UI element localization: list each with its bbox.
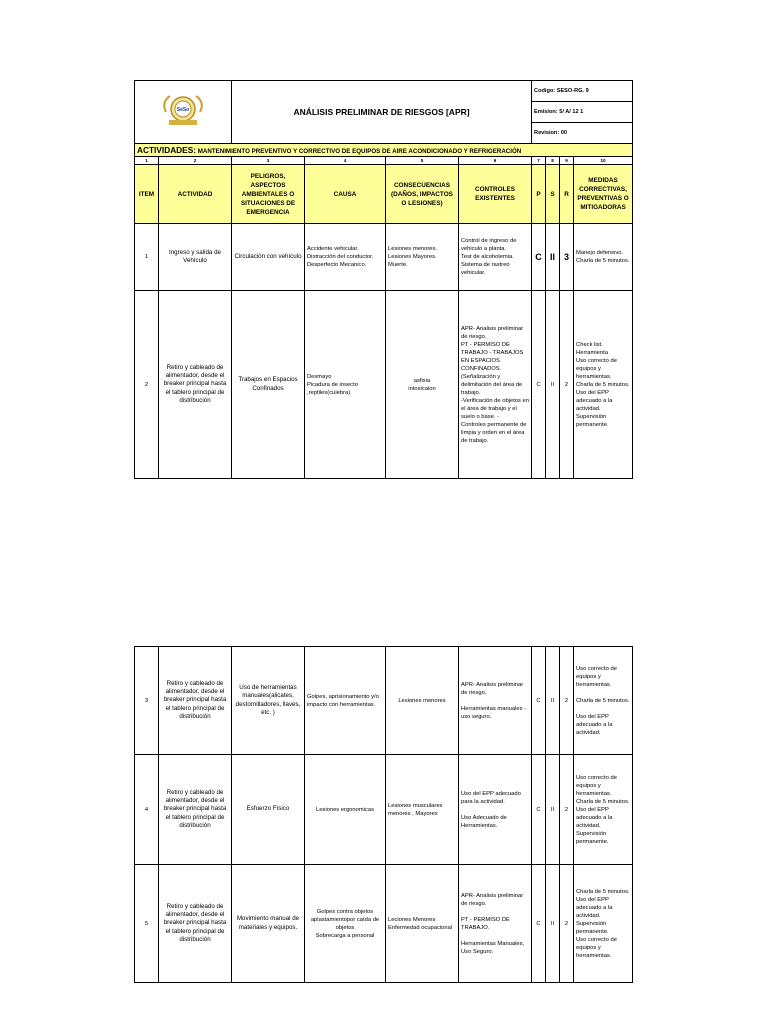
col-number: 2 (159, 157, 232, 165)
column-number-row (135, 157, 633, 165)
row-causa: Golpes, aprisionamiento y/o impacto con herramientas. (305, 647, 386, 755)
col-number: 9 (560, 157, 574, 165)
row-p: C (532, 224, 546, 291)
column-header-row (135, 165, 633, 224)
document-title: ANÁLISIS PRELIMINAR DE RIESGOS [APR] (232, 81, 532, 144)
row-item: 1 (135, 224, 159, 291)
row-r: 2 (560, 647, 574, 755)
header-s: S (546, 165, 560, 224)
row-peligro: Circulación con vehículo (232, 224, 305, 291)
row-s: II (546, 755, 560, 865)
row-medidas: Manejo defensivo. Charla de 5 minutos. (574, 224, 633, 291)
row-s: II (546, 291, 560, 479)
header-consecuencias: CONSECUENCIAS (DAÑOS, IMPACTOS O LESIONES) (386, 165, 459, 224)
row-controles: APR- Analisis preliminar de riesgo. Herramientas manuales - uso seguro. (459, 647, 532, 755)
header-actividad: ACTIVIDAD (159, 165, 232, 224)
row-causa: Desmayo Picadura de insecto ,reptiles(culebra) (305, 291, 386, 479)
row-medidas: Check list. Herramienta Uso correcto de equipos y herramientas. Charla de 5 minutos. Uso del EPP adecuado a la actividad. Supervisión permanente. (574, 291, 633, 479)
table-row (135, 224, 633, 291)
row-s: II (546, 865, 560, 983)
col-number: 3 (232, 157, 305, 165)
header-causa: CAUSA (305, 165, 386, 224)
row-controles: APR- Analisis preliminar de riesgo. PT - PERMISO DE TRABAJO. Herramientas Manuales, Uso Seguro. (459, 865, 532, 983)
apr-table-page-1 (134, 80, 633, 479)
row-p: C (532, 291, 546, 479)
row-item: 5 (135, 865, 159, 983)
row-consecuencias: Lesiones menores (386, 647, 459, 755)
row-causa: Lesiones ergonomicas (305, 755, 386, 865)
header-p: P (532, 165, 546, 224)
row-p: C (532, 865, 546, 983)
row-actividad: Retiro y cableado de alimentador, desde el breaker principal hasta el tablero principal de distribución (159, 647, 232, 755)
table-row (135, 865, 633, 983)
row-medidas: Charla de 5 minutos. Uso del EPP adecuado a la actividad. Supervisión permanente. Uso correcto de equipos y herramientas. (574, 865, 633, 983)
header-medidas: MEDIDAS CORRECTIVAS, PREVENTIVAS O MITIGADORAS (574, 165, 633, 224)
table-row (135, 647, 633, 755)
col-number: 6 (459, 157, 532, 165)
header-controles: CONTROLES EXISTENTES (459, 165, 532, 224)
row-medidas: Uso correcto de equipos y herramientas. Charla de 5 minutos. Uso del EPP adecuado a la actividad. (574, 647, 633, 755)
svg-text:SeSo: SeSo (176, 106, 190, 113)
company-logo (135, 81, 232, 144)
row-consecuencias: Leciones Menores Enfermedad ocupacional (386, 865, 459, 983)
row-consecuencias: Lesiones musculares menores , Mayores (386, 755, 459, 865)
table-row (135, 755, 633, 865)
row-r: 2 (560, 755, 574, 865)
row-r: 3 (560, 224, 574, 291)
activities-label: ACTIVIDADES: (137, 145, 197, 155)
col-number: 8 (546, 157, 560, 165)
header-r: R (560, 165, 574, 224)
col-number: 1 (135, 157, 159, 165)
row-r: 2 (560, 291, 574, 479)
row-s: II (546, 647, 560, 755)
row-item: 3 (135, 647, 159, 755)
col-number: 5 (386, 157, 459, 165)
row-peligro: Esfuerzo Físico (232, 755, 305, 865)
emision-field: Emision: 5/ A/ 12 1 (532, 102, 633, 123)
header-peligros: PELIGROS, ASPECTOS AMBIENTALES O SITUACIONES DE EMERGENCIA (232, 165, 305, 224)
row-actividad: Retiro y cableado de alimentador, desde el breaker principal hasta el tablero principal de distribución (159, 865, 232, 983)
row-actividad: Ingreso y salida de Vehículo (159, 224, 232, 291)
row-consecuencias: Lesiones menores. Lesiones Mayores. Muerte. (386, 224, 459, 291)
row-medidas: Uso correcto de equipos y herramientas. Charla de 5 minutos. Uso del EPP adecuado a la actividad. Supervisión permanente. (574, 755, 633, 865)
apr-table-page-2 (134, 646, 633, 983)
row-consecuencias: asfixia intoxicaion (386, 291, 459, 479)
row-p: C (532, 755, 546, 865)
row-actividad: Retiro y cableado de alimentador, desde el breaker principal hasta el tablero principal de distribución (159, 291, 232, 479)
revision-field: Revision: 00 (532, 123, 633, 144)
codigo-field: Codigo: SESO-RG. 9 (532, 81, 633, 102)
row-peligro: Movimiento manual de materiales y equipos. (232, 865, 305, 983)
col-number: 4 (305, 157, 386, 165)
row-item: 4 (135, 755, 159, 865)
row-causa: Golpes contra objetos aplastamientopor caída de objetos Sobrecarga a personal (305, 865, 386, 983)
row-r: 2 (560, 865, 574, 983)
row-causa: Accidente vehicular. Distracción del conductor. Desperfecto Mecanico. (305, 224, 386, 291)
row-s: II (546, 224, 560, 291)
table-row (135, 291, 633, 479)
row-peligro: Uso de herramientas manuales(alicates, destornilladores, llaves, etc. ) (232, 647, 305, 755)
row-controles: Uso del EPP adecuado para la actividad. Uso Adecuado de Herramientas. (459, 755, 532, 865)
row-actividad: Retiro y cableado de alimentador, desde el breaker principal hasta el tablero principal de distribución (159, 755, 232, 865)
seso-seal-icon (158, 90, 208, 130)
row-item: 2 (135, 291, 159, 479)
activities-text: MANTENIMIENTO PREVENTIVO Y CORRECTIVO DE EQUIPOS DE AIRE ACONDICIONADO Y REFRIGERACIÓN (197, 148, 522, 155)
row-peligro: Trabajos en Espacios Confinados (232, 291, 305, 479)
row-p: C (532, 647, 546, 755)
row-controles: Control de ingreso de vehiculo a planta. Test de alcoholemia. Sistema de rastreo vehicular. (459, 224, 532, 291)
col-number: 10 (574, 157, 633, 165)
col-number: 7 (532, 157, 546, 165)
activities-row (135, 144, 633, 157)
header-item: ITEM (135, 165, 159, 224)
row-controles: APR- Analisis preliminar de riesgo. PT - PERMISO DE TRABAJO - TRABAJOS EN ESPACIOS CONFINADOS. (Señalización y delimitación del área de trabajo. -Verificación de objetos en el área de trabajo y el suelo o base. - Controles permanente de limpia y orden en el área de trabajo. (459, 291, 532, 479)
